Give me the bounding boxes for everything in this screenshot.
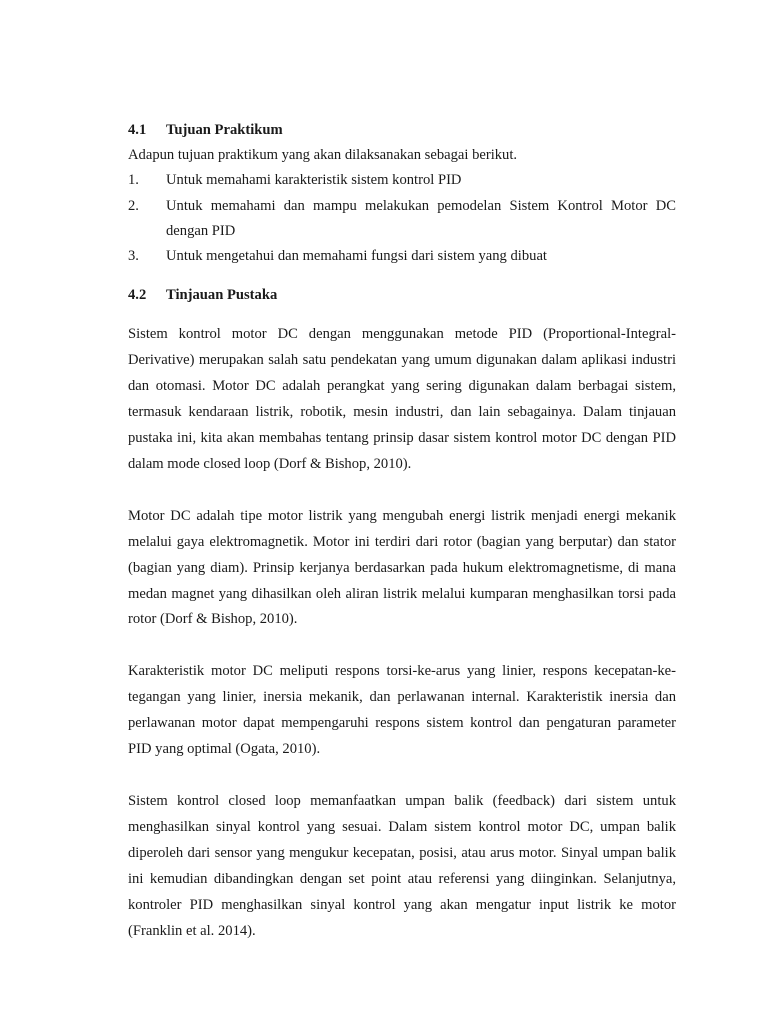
- list-text: Untuk mengetahui dan memahami fungsi dari sistem yang dibuat: [166, 248, 547, 265]
- list-item: [128, 244, 676, 269]
- paragraph: Sistem kontrol motor DC dengan menggunakan metode PID (Proportional-Integral-Derivative) merupakan salah satu pendekatan yang umum digunakan dalam aplikasi industri dan otomasi. Motor DC adalah perangkat yang sering digunakan dalam berbagai sistem, termasuk kendaraan listrik, robotik, mesin industri, dan lain sebagainya. Dalam tinjauan pustaka ini, kita akan membahas tentang prinsip dasar sistem kontrol motor DC dengan PID dalam mode closed loop (Dorf & Bishop, 2010).: [128, 326, 676, 472]
- paragraph: Karakteristik motor DC meliputi respons torsi-ke-arus yang linier, respons kecepatan-ke-tegangan yang linier, inersia mekanik, dan perlawanan internal. Karakteristik inersia dan perlawanan motor dapat mempengaruhi respons sistem kontrol dan pengaturan parameter PID yang optimal (Ogata, 2010).: [128, 663, 676, 758]
- list-text: Untuk memahami karakteristik sistem kontrol PID: [166, 172, 462, 189]
- intro-text: Adapun tujuan praktikum yang akan dilaksanakan sebagai berikut.: [128, 147, 518, 164]
- document-page: [128, 118, 676, 944]
- section-heading-tinjauan: [128, 283, 676, 308]
- paragraph: Motor DC adalah tipe motor listrik yang mengubah energi listrik menjadi energi mekanik melalui gaya elektromagnetik. Motor ini terdiri dari rotor (bagian yang berputar) dan stator (bagian yang diam). Prinsip kerjanya berdasarkan pada hukum elektromagnetisme, di mana medan magnet yang dihasilkan oleh aliran listrik melalui kumparan menghasilkan torsi pada rotor (Dorf & Bishop, 2010).: [128, 507, 676, 628]
- list-item: [128, 168, 676, 193]
- section-title: Tujuan Praktikum: [166, 122, 283, 138]
- list-number: 2.: [128, 197, 139, 214]
- section-heading-tujuan: [128, 118, 676, 143]
- list-text: Untuk memahami dan mampu melakukan pemodelan Sistem Kontrol Motor DC dengan PID: [166, 197, 676, 239]
- list-item: [128, 194, 676, 244]
- section-number: 4.1: [128, 122, 147, 138]
- section-title: Tinjauan Pustaka: [166, 287, 278, 304]
- section-number: 4.2: [128, 287, 147, 304]
- list-number: 1.: [128, 172, 139, 189]
- paragraph: Sistem kontrol closed loop memanfaatkan umpan balik (feedback) dari sistem untuk menghasilkan sinyal kontrol yang sesuai. Dalam sistem kontrol motor DC, umpan balik diperoleh dari sensor yang mengukur kecepatan, posisi, atau arus motor. Sinyal umpan balik ini kemudian dibandingkan dengan set point atau referensi yang diinginkan. Selanjutnya, kontroler PID menghasilkan sinyal kontrol yang akan mengatur input listrik ke motor (Franklin et al. 2014).: [128, 793, 676, 939]
- list-number: 3.: [128, 248, 139, 265]
